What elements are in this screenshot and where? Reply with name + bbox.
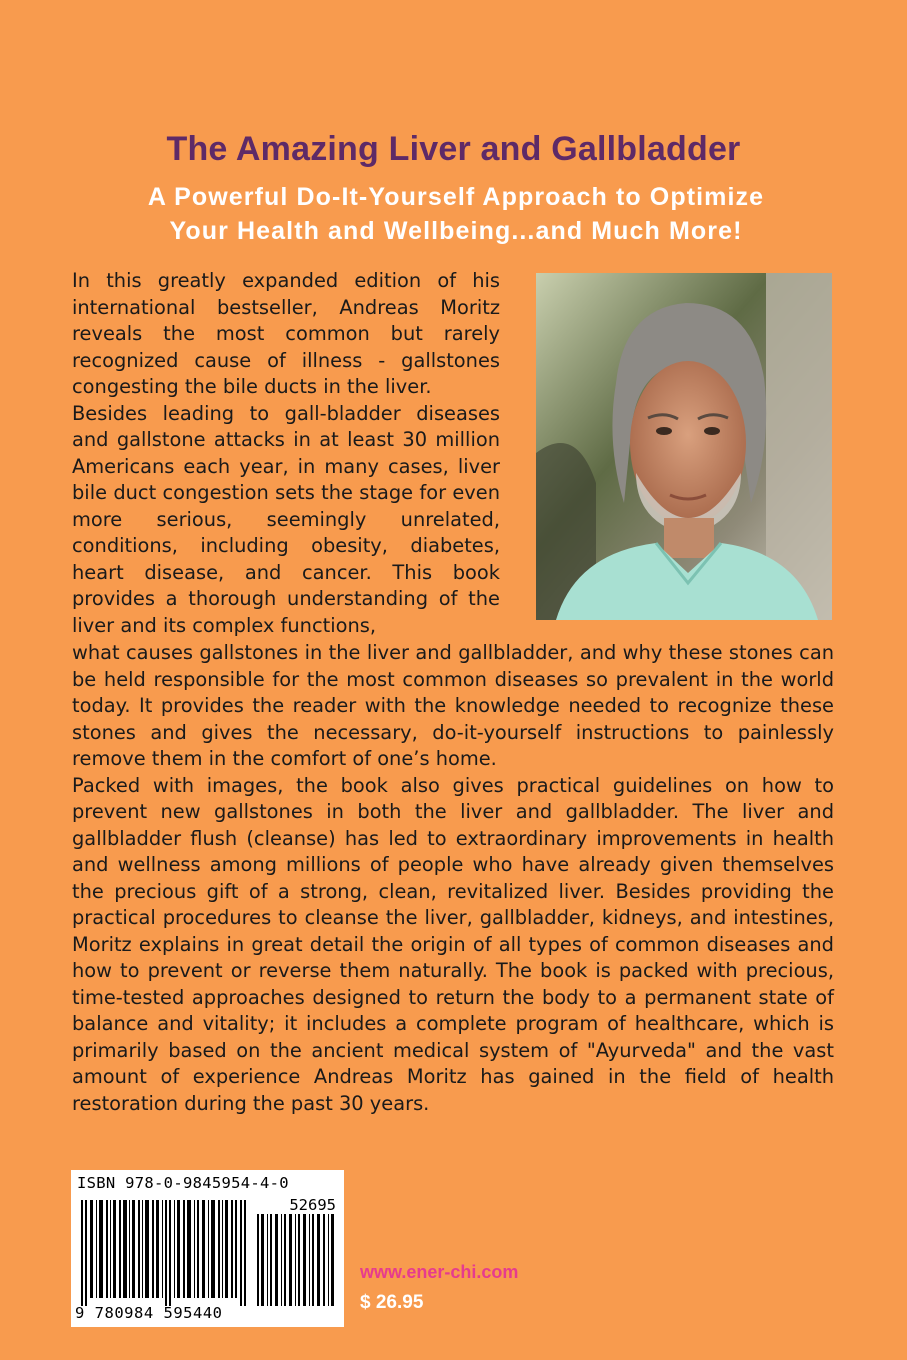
book-title: The Amazing Liver and Gallbladder (166, 130, 741, 168)
description-full-width (72, 640, 834, 1117)
barcode-digits: 9 780984 595440 (75, 1304, 223, 1322)
book-subtitle (66, 180, 846, 248)
book-price: $ 26.95 (360, 1292, 424, 1313)
subtitle-line-2: Your Health and Wellbeing...and Much More! (169, 217, 743, 245)
subtitle-line-1: A Powerful Do-It-Yourself Approach to Optimize (147, 183, 765, 211)
isbn-label: ISBN 978-0-9845954-4-0 (77, 1174, 289, 1192)
description-paragraph-4: Packed with images, the book also gives practical guidelines on how to prevent new gallstones in both the liver and gallbladder. The liver and gallbladder flush (cleanse) has led to extraordinary improvements in health and wellness among millions of people who have already given themselves the precious gift of a strong, clean, revitalized liver. Besides providing the practical procedures to cleanse the liver, gallbladder, kidneys, and intestines, Moritz explains in great detail the origin of all types of common diseases and how to prevent or reverse them naturally. The book is packed with precious, time-tested approaches designed to return the body to a permanent state of balance and vitality; it includes a complete program of healthcare, which is primarily based on the ancient medical system of "Ayurveda" and the vast amount of experience Andreas Moritz has gained in the field of health restoration during the past 30 years. (72, 773, 834, 1115)
description-paragraph-2: Besides leading to gall-bladder diseases and gallstone attacks in at least 30 million Americans each year, in many cases, liver bile duct congestion sets the stage for even more serious, seemingly unrelated, conditions, including obesity, diabetes, heart disease, and cancer. This book provides a thorough understanding of the liver and its complex functions, (72, 401, 500, 637)
author-photo (536, 273, 832, 620)
price-addon-code: 52695 (289, 1196, 336, 1214)
barcode-icon (77, 1200, 337, 1306)
description-paragraph-1: In this greatly expanded edition of his international bestseller, Andreas Moritz reveals the most common but rarely recognized cause of illness - gallstones congesting the bile ducts in the liver. (72, 269, 500, 398)
description-paragraph-3: what causes gallstones in the liver and gallbladder, and why these stones can be held responsible for the most common diseases so prevalent in the world today. It provides the reader with the knowledge needed to recognize these stones and gives the necessary, do-it-yourself instructions to painlessly remove them in the comfort of one’s home. (72, 641, 834, 770)
barcode-block (71, 1170, 344, 1327)
description-column (72, 268, 500, 639)
publisher-website: www.ener-chi.com (360, 1262, 519, 1282)
